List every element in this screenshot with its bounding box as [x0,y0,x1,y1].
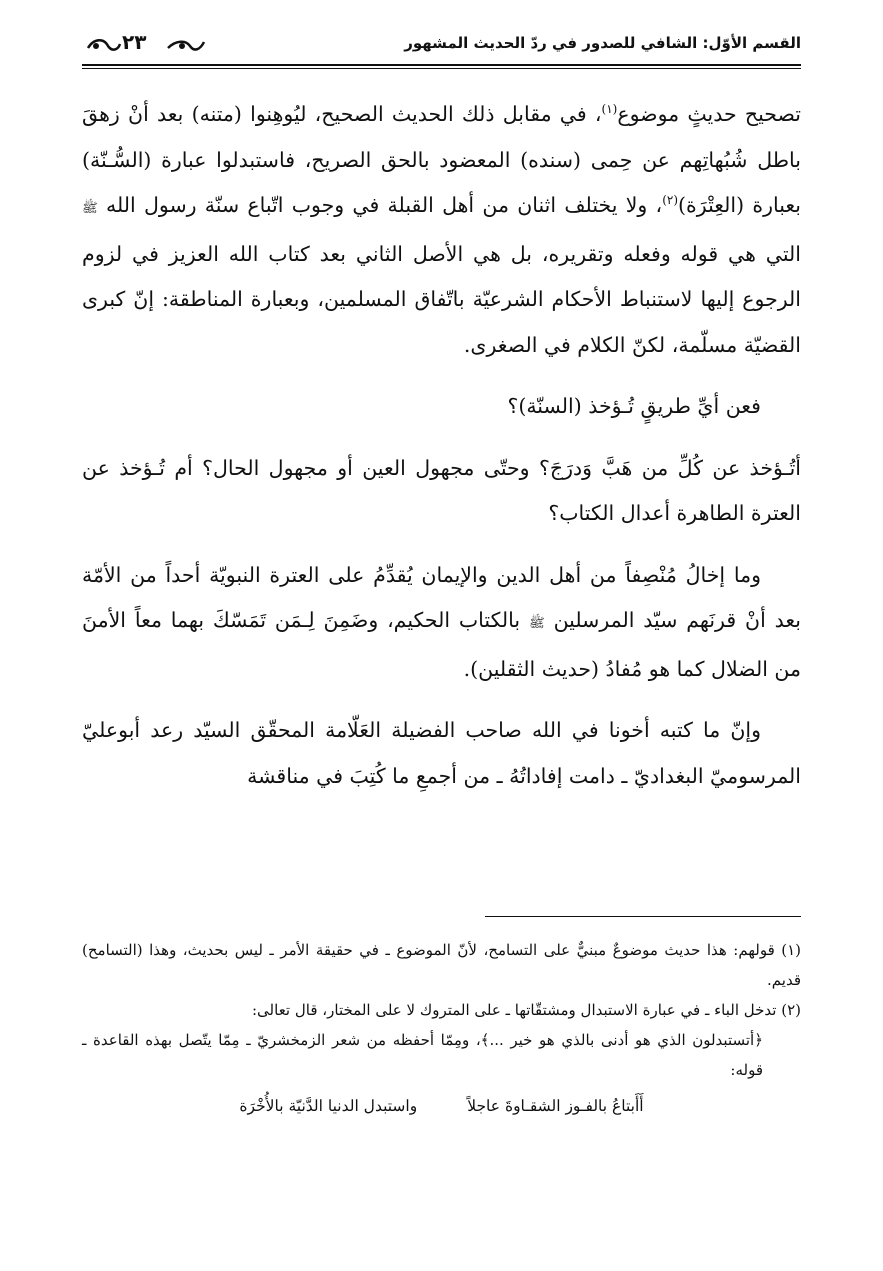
footnote-ref-2: (٢) [662,193,679,208]
paragraph-2: فعن أيِّ طريقٍ تُـؤخذ (السنّة)؟ [507,394,761,418]
honorific-glyph: ﷺ [528,616,545,631]
footnotes [82,935,801,1121]
footnote-1: (١) قولهم: هذا حديث موضوعٌ مبنيٌّ على التسامح، لأنّ الموضوع ـ في حقيقة الأمر ـ ليس بحديث، وهذا (التسامح) قديم. [82,941,801,989]
footnote-ref-1: (١) [601,102,618,117]
paragraph-3: أتُـؤخذ عن كُلِّ من هَبَّ وَدرَجَ؟ وحتّى مجهول العين أو مجهول الحال؟ أم تُـؤخذ عن العترة الطاهرة أعدال الكتاب؟ [82,455,801,525]
main-text [82,92,801,799]
page-number-ornament [86,30,206,58]
header-rule-thin [82,68,801,69]
verse-second-hemistich: واستبدل الدنيا الدَّنيّة بالأُخْرَة [239,1097,418,1115]
honorific-glyph: ﷺ [82,201,98,216]
page-number: ٢٣ [122,30,147,54]
paragraph-4: وما إخالُ مُنْصِفاً من أهل الدين والإيمان يُقدِّمُ على العترة النبويّة أحداً من الأمّة بعد أنْ قرنَهم سيّد المرسلين ﷺ بالكتاب الحكيم، وضَمِنَ لِـمَن تَمَسّكَ بهما معاً الأمنَ من الضلال كما هو مُفادُ (حديث الثقلين). [82,562,801,681]
running-title: القسم الأوّل: الشافي للصدور في ردّ الحديث المشهور [404,34,801,52]
paragraph-1: تصحيح حديثٍ موضوع$^{(١)}$، في مقابل ذلك الحديث الصحيح، ليُوهِنوا (متنه) بعد أنْ زهقَ باطل شُبُهاتِهم عن حِمى (سنده) المعضود بالحق الصريح، فاستبدلوا عبارة (السُّـنّة) بعبارة (العِتْرَة)$^{(٢)}$، ولا يختلف اثنان من أهل القبلة في وجوب اتّباع سنّة رسول الله ﷺ التي هي قوله وفعله وتقريره، بل هي الأصل الثاني بعد كتاب الله العزيز في لزوم الرجوع إليها لاستنباط الأحكام الشرعيّة باتّفاق المسلمين، وبعبارة المناطقة: إنّ كبرى القضيّة مسلّمة، لكنّ الكلام في الصغرى. [82,102,801,357]
verse-first-hemistich: أَأَبتاعُ بالفـوز الشقـاوةَ عاجلاً [467,1097,644,1115]
poem-verse [82,1091,801,1121]
footnote-2: (٢) تدخل الباء ـ في عبارة الاستبدال ومشتقّاتها ـ على المتروك لا على المختار، قال تعالى: [252,1001,801,1019]
header-rule [82,64,801,66]
footnote-2-continued: ﴿أتستبدلون الذي هو أدنى بالذي هو خير ...﴾، ومِمّا أحفظه من شعر الزمخشريّ ـ مِمّا يتّصل بهذه القاعدة ـ قوله: [82,1031,763,1079]
paragraph-5: وإنّ ما كتبه أخونا في الله صاحب الفضيلة العَلّامة المحقّق السيّد رعد أبوعليّ المرسوميّ البغداديّ ـ دامت إفاداتُهُ ـ من أجمعِ ما كُتِبَ في مناقشة [82,718,801,788]
page-header [82,28,801,68]
footnote-separator [485,916,801,917]
